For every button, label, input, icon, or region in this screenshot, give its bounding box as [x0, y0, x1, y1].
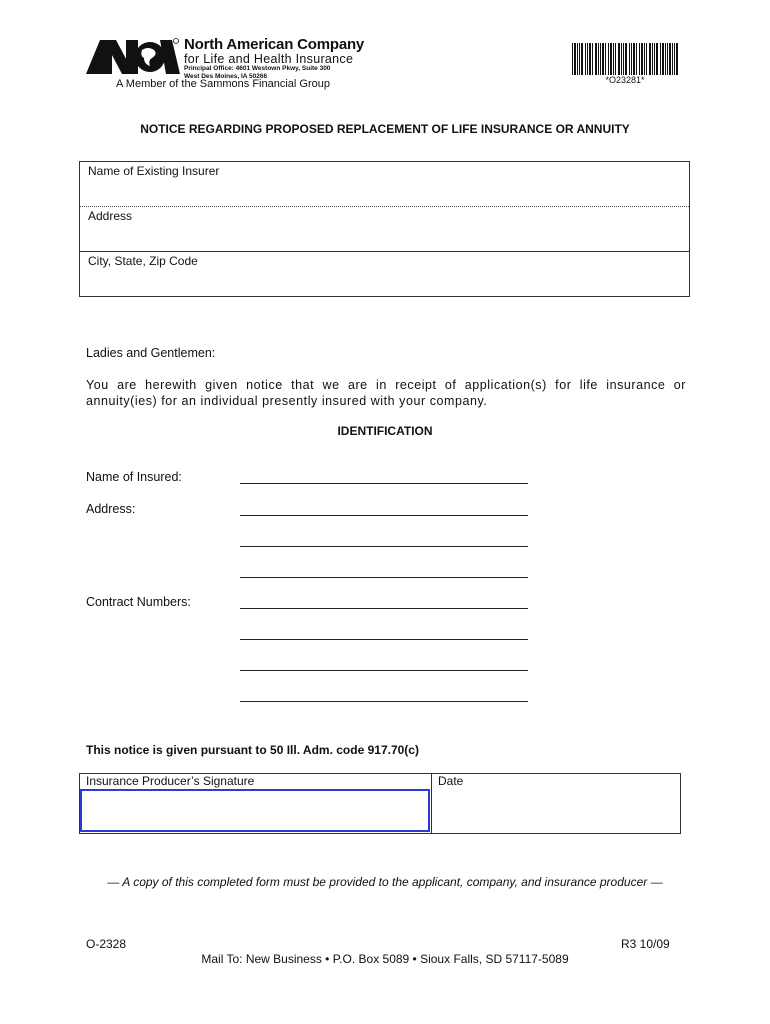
greeting: Ladies and Gentlemen: [86, 346, 216, 360]
regulation-notice: This notice is given pursuant to 50 Ill. Adm. code 917.70(c) [86, 743, 419, 757]
notice-paragraph: You are herewith given notice that we are in receipt of application(s) for life insurance or annuity(ies) for an individual presently insured with your company. [86, 378, 686, 408]
form-title: NOTICE REGARDING PROPOSED REPLACEMENT OF LIFE INSURANCE OR ANNUITY [140, 122, 630, 136]
company-address-line1: Principal Office: 4601 Westown Pkwy, Suite 300 [184, 65, 331, 72]
date-label: Date [438, 774, 464, 788]
insured-address-line-1[interactable] [240, 515, 528, 516]
producer-signature-label: Insurance Producer’s Signature [86, 774, 255, 788]
identification-heading: IDENTIFICATION [337, 424, 433, 438]
existing-insurer-name-field[interactable] [80, 162, 689, 207]
name-of-insured-label: Name of Insured: [86, 470, 182, 484]
company-name: North American Company [184, 36, 365, 53]
existing-insurer-box [79, 161, 690, 297]
contract-number-line-4[interactable] [240, 701, 528, 702]
existing-insurer-city-field[interactable] [80, 252, 689, 297]
barcode-text: *O23281* [605, 75, 645, 85]
contract-number-line-3[interactable] [240, 670, 528, 671]
copy-note: — A copy of this completed form must be provided to the applicant, company, and insurance producer — [107, 875, 663, 889]
barcode [572, 43, 678, 75]
contract-number-line-1[interactable] [240, 608, 528, 609]
contract-number-line-2[interactable] [240, 639, 528, 640]
contract-numbers-label: Contract Numbers: [86, 595, 191, 609]
existing-insurer-address-label: Address [88, 209, 133, 223]
company-subtitle: for Life and Health Insurance [184, 52, 354, 66]
form-id: O-2328 [86, 937, 127, 951]
member-line: A Member of the Sammons Financial Group [116, 78, 330, 90]
revision: R3 10/09 [621, 937, 670, 951]
insured-address-label: Address: [86, 502, 136, 516]
existing-insurer-address-field[interactable] [80, 207, 689, 252]
signature-divider [431, 773, 432, 834]
existing-insurer-city-label: City, State, Zip Code [88, 254, 198, 268]
company-address-line2: West Des Moines, IA 50266 [184, 73, 268, 80]
existing-insurer-name-label: Name of Existing Insurer [88, 164, 220, 178]
insured-address-line-2[interactable] [240, 546, 528, 547]
insured-address-line-3[interactable] [240, 577, 528, 578]
mail-to: Mail To: New Business • P.O. Box 5089 • Sioux Falls, SD 57117-5089 [201, 952, 569, 966]
company-logo [86, 38, 180, 76]
producer-signature-field[interactable] [80, 789, 430, 832]
name-of-insured-line[interactable] [240, 483, 528, 484]
